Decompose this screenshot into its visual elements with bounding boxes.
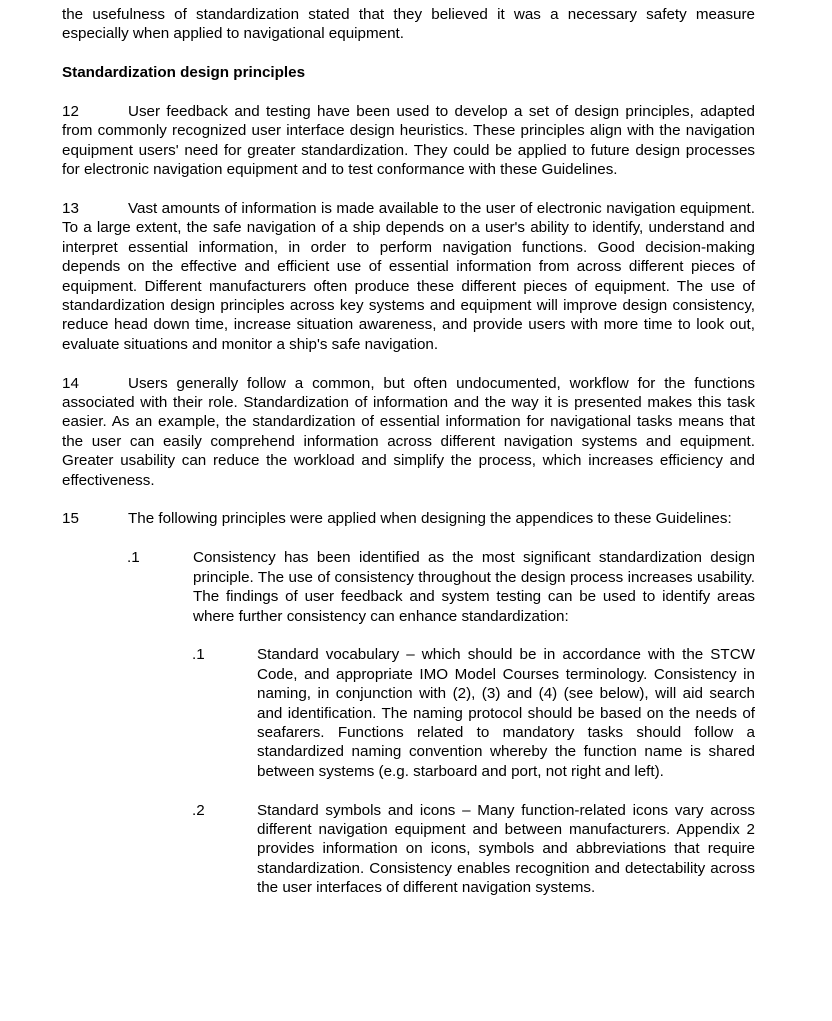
section-heading: Standardization design principles <box>62 64 306 82</box>
paragraph-number: 13 <box>62 200 79 218</box>
paragraph-text: Vast amounts of information is made available to the user of electronic navigation equipment. To a large extent, the safe navigation of a ship depends on a user's ability to identify, understand and interpret essential information, in order to perform navigation functions. Good decision-making depends on the effective and efficient use of essential information from across different pieces of equipment. Different manufacturers often produce these different pieces of equipment. The use of standardization design principles across key systems and equipment will improve design consistency, reduce head down time, increase situation awareness, and provide users with more time to look out, evaluate situations and monitor a ship's safe navigation. <box>62 200 755 353</box>
paragraph-text: User feedback and testing have been used to develop a set of design principles, adapted from commonly recognized user interface design heuristics. These principles align with the navigation equipment users' need for greater standardization. They could be applied to future design processes for electronic navigation equipment and to test conformance with these Guidelines. <box>62 103 755 179</box>
sub-item-2 <box>62 801 755 898</box>
paragraph-13 <box>62 199 755 354</box>
list-item-1 <box>62 548 755 626</box>
paragraph-text: Users generally follow a common, but often undocumented, workflow for the functions associated with their role. Standardization of information and the way it is presented makes this task easier. As an example, the standardization of essential information for navigational tasks means that the user can easily comprehend information across different navigation systems and equipment. Greater usability can reduce the workload and simplify the process, which increases efficiency and effectiveness. <box>62 374 755 489</box>
document-page <box>62 5 755 898</box>
paragraph-14 <box>62 374 755 490</box>
paragraph-12 <box>62 102 755 180</box>
sub-item-text: Standard vocabulary – which should be in accordance with the STCW Code, and appropriate IMO Model Courses terminology. Consistency in naming, in conjunction with (2), (3) and (4) (see below), will aid search and identification. The naming protocol should be based on the needs of seafarers. Functions related to mandatory tasks should follow a standardized naming convention whereby the function name is shared between systems (e.g. starboard and port, not right and left). <box>257 646 755 780</box>
sub-item-text: Standard symbols and icons – Many function-related icons vary across different navigation equipment and between manufacturers. Appendix 2 provides information on icons, symbols and abbreviations that require standardization. Consistency enables recognition and detectability across the user interfaces of different navigation systems. <box>257 801 755 897</box>
sub-item-1 <box>62 645 755 781</box>
paragraph-text: The following principles were applied when designing the appendices to these Guidelines: <box>128 510 732 528</box>
paragraph-15 <box>62 509 755 528</box>
paragraph-number: 12 <box>62 103 79 120</box>
list-item-text: Consistency has been identified as the most significant standardization design principle. The use of consistency throughout the design process increases usability. The findings of user feedback and system testing can be used to identify areas where further consistency can enhance standardization: <box>193 549 755 625</box>
list-item-label: .1 <box>127 549 140 567</box>
paragraph-number: 15 <box>62 510 79 528</box>
sub-item-label: .1 <box>192 646 205 664</box>
sub-item-label: .2 <box>192 801 205 819</box>
intro-paragraph: the usefulness of standardization stated that they believed it was a necessary safety measure especially when applied to navigational equipment. <box>62 6 755 43</box>
paragraph-number: 14 <box>62 374 79 392</box>
